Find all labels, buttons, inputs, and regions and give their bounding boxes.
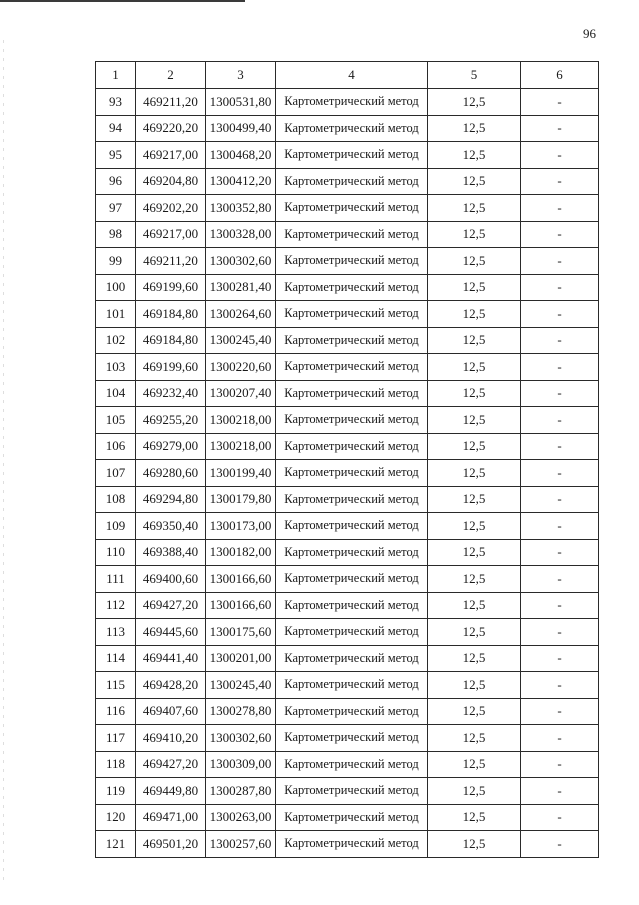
description-cell: - xyxy=(521,195,599,222)
x-coordinate-cell: 469350,40 xyxy=(136,513,206,540)
description-cell: - xyxy=(521,142,599,169)
point-number-cell: 100 xyxy=(96,274,136,301)
method-cell: Картометрический метод xyxy=(276,115,428,142)
table-row xyxy=(96,778,599,805)
accuracy-cell: 12,5 xyxy=(428,592,521,619)
accuracy-cell: 12,5 xyxy=(428,89,521,116)
accuracy-cell: 12,5 xyxy=(428,433,521,460)
point-number-cell: 106 xyxy=(96,433,136,460)
table-body xyxy=(96,89,599,858)
method-cell: Картометрический метод xyxy=(276,645,428,672)
y-coordinate-cell: 1300309,00 xyxy=(206,751,276,778)
accuracy-cell: 12,5 xyxy=(428,513,521,540)
accuracy-cell: 12,5 xyxy=(428,619,521,646)
description-cell: - xyxy=(521,168,599,195)
x-coordinate-cell: 469407,60 xyxy=(136,698,206,725)
table-row xyxy=(96,195,599,222)
point-number-cell: 118 xyxy=(96,751,136,778)
accuracy-cell: 12,5 xyxy=(428,221,521,248)
y-coordinate-cell: 1300257,60 xyxy=(206,831,276,858)
x-coordinate-cell: 469445,60 xyxy=(136,619,206,646)
method-cell: Картометрический метод xyxy=(276,698,428,725)
y-coordinate-cell: 1300179,80 xyxy=(206,486,276,513)
table-row xyxy=(96,725,599,752)
y-coordinate-cell: 1300245,40 xyxy=(206,672,276,699)
x-coordinate-cell: 469428,20 xyxy=(136,672,206,699)
table-row xyxy=(96,89,599,116)
table-row xyxy=(96,486,599,513)
accuracy-cell: 12,5 xyxy=(428,327,521,354)
x-coordinate-cell: 469184,80 xyxy=(136,301,206,328)
accuracy-cell: 12,5 xyxy=(428,725,521,752)
accuracy-cell: 12,5 xyxy=(428,115,521,142)
y-coordinate-cell: 1300201,00 xyxy=(206,645,276,672)
x-coordinate-cell: 469449,80 xyxy=(136,778,206,805)
y-coordinate-cell: 1300175,60 xyxy=(206,619,276,646)
point-number-cell: 111 xyxy=(96,566,136,593)
description-cell: - xyxy=(521,115,599,142)
y-coordinate-cell: 1300245,40 xyxy=(206,327,276,354)
description-cell: - xyxy=(521,619,599,646)
point-number-cell: 113 xyxy=(96,619,136,646)
point-number-cell: 102 xyxy=(96,327,136,354)
x-coordinate-cell: 469427,20 xyxy=(136,751,206,778)
x-coordinate-cell: 469501,20 xyxy=(136,831,206,858)
point-number-cell: 121 xyxy=(96,831,136,858)
x-coordinate-cell: 469427,20 xyxy=(136,592,206,619)
table-row xyxy=(96,221,599,248)
description-cell: - xyxy=(521,592,599,619)
method-cell: Картометрический метод xyxy=(276,619,428,646)
table-row xyxy=(96,274,599,301)
x-coordinate-cell: 469279,00 xyxy=(136,433,206,460)
table-row xyxy=(96,804,599,831)
description-cell: - xyxy=(521,804,599,831)
method-cell: Картометрический метод xyxy=(276,804,428,831)
method-cell: Картометрический метод xyxy=(276,725,428,752)
table-row xyxy=(96,592,599,619)
column-header-3: 3 xyxy=(206,62,276,89)
point-number-cell: 95 xyxy=(96,142,136,169)
table-row xyxy=(96,831,599,858)
method-cell: Картометрический метод xyxy=(276,539,428,566)
coordinates-table xyxy=(95,61,599,858)
method-cell: Картометрический метод xyxy=(276,327,428,354)
table-row xyxy=(96,168,599,195)
point-number-cell: 114 xyxy=(96,645,136,672)
y-coordinate-cell: 1300207,40 xyxy=(206,380,276,407)
y-coordinate-cell: 1300352,80 xyxy=(206,195,276,222)
accuracy-cell: 12,5 xyxy=(428,142,521,169)
accuracy-cell: 12,5 xyxy=(428,566,521,593)
x-coordinate-cell: 469211,20 xyxy=(136,248,206,275)
description-cell: - xyxy=(521,672,599,699)
y-coordinate-cell: 1300302,60 xyxy=(206,725,276,752)
point-number-cell: 115 xyxy=(96,672,136,699)
method-cell: Картометрический метод xyxy=(276,301,428,328)
y-coordinate-cell: 1300173,00 xyxy=(206,513,276,540)
method-cell: Картометрический метод xyxy=(276,486,428,513)
table-row xyxy=(96,301,599,328)
scan-top-border-line xyxy=(0,0,245,2)
x-coordinate-cell: 469471,00 xyxy=(136,804,206,831)
point-number-cell: 112 xyxy=(96,592,136,619)
accuracy-cell: 12,5 xyxy=(428,301,521,328)
point-number-cell: 101 xyxy=(96,301,136,328)
method-cell: Картометрический метод xyxy=(276,672,428,699)
point-number-cell: 94 xyxy=(96,115,136,142)
point-number-cell: 109 xyxy=(96,513,136,540)
accuracy-cell: 12,5 xyxy=(428,751,521,778)
x-coordinate-cell: 469280,60 xyxy=(136,460,206,487)
point-number-cell: 104 xyxy=(96,380,136,407)
x-coordinate-cell: 469400,60 xyxy=(136,566,206,593)
description-cell: - xyxy=(521,725,599,752)
point-number-cell: 110 xyxy=(96,539,136,566)
point-number-cell: 105 xyxy=(96,407,136,434)
y-coordinate-cell: 1300281,40 xyxy=(206,274,276,301)
table-row xyxy=(96,115,599,142)
method-cell: Картометрический метод xyxy=(276,221,428,248)
point-number-cell: 98 xyxy=(96,221,136,248)
accuracy-cell: 12,5 xyxy=(428,486,521,513)
point-number-cell: 97 xyxy=(96,195,136,222)
table-row xyxy=(96,698,599,725)
point-number-cell: 116 xyxy=(96,698,136,725)
y-coordinate-cell: 1300278,80 xyxy=(206,698,276,725)
x-coordinate-cell: 469388,40 xyxy=(136,539,206,566)
method-cell: Картометрический метод xyxy=(276,380,428,407)
table-row xyxy=(96,248,599,275)
x-coordinate-cell: 469217,00 xyxy=(136,221,206,248)
y-coordinate-cell: 1300287,80 xyxy=(206,778,276,805)
y-coordinate-cell: 1300499,40 xyxy=(206,115,276,142)
method-cell: Картометрический метод xyxy=(276,354,428,381)
y-coordinate-cell: 1300468,20 xyxy=(206,142,276,169)
y-coordinate-cell: 1300531,80 xyxy=(206,89,276,116)
table-row xyxy=(96,460,599,487)
accuracy-cell: 12,5 xyxy=(428,539,521,566)
description-cell: - xyxy=(521,513,599,540)
y-coordinate-cell: 1300218,00 xyxy=(206,407,276,434)
x-coordinate-cell: 469410,20 xyxy=(136,725,206,752)
description-cell: - xyxy=(521,301,599,328)
x-coordinate-cell: 469232,40 xyxy=(136,380,206,407)
method-cell: Картометрический метод xyxy=(276,831,428,858)
description-cell: - xyxy=(521,89,599,116)
table-row xyxy=(96,513,599,540)
method-cell: Картометрический метод xyxy=(276,407,428,434)
y-coordinate-cell: 1300412,20 xyxy=(206,168,276,195)
point-number-cell: 108 xyxy=(96,486,136,513)
method-cell: Картометрический метод xyxy=(276,778,428,805)
table-header-row xyxy=(96,62,599,89)
accuracy-cell: 12,5 xyxy=(428,354,521,381)
method-cell: Картометрический метод xyxy=(276,89,428,116)
point-number-cell: 119 xyxy=(96,778,136,805)
description-cell: - xyxy=(521,221,599,248)
method-cell: Картометрический метод xyxy=(276,195,428,222)
description-cell: - xyxy=(521,274,599,301)
description-cell: - xyxy=(521,380,599,407)
column-header-1: 1 xyxy=(96,62,136,89)
description-cell: - xyxy=(521,327,599,354)
method-cell: Картометрический метод xyxy=(276,751,428,778)
x-coordinate-cell: 469204,80 xyxy=(136,168,206,195)
y-coordinate-cell: 1300182,00 xyxy=(206,539,276,566)
y-coordinate-cell: 1300302,60 xyxy=(206,248,276,275)
accuracy-cell: 12,5 xyxy=(428,195,521,222)
point-number-cell: 96 xyxy=(96,168,136,195)
y-coordinate-cell: 1300220,60 xyxy=(206,354,276,381)
table-row xyxy=(96,142,599,169)
description-cell: - xyxy=(521,539,599,566)
table-row xyxy=(96,407,599,434)
table-row xyxy=(96,645,599,672)
table-row xyxy=(96,539,599,566)
point-number-cell: 107 xyxy=(96,460,136,487)
y-coordinate-cell: 1300263,00 xyxy=(206,804,276,831)
table-row xyxy=(96,619,599,646)
description-cell: - xyxy=(521,354,599,381)
description-cell: - xyxy=(521,566,599,593)
description-cell: - xyxy=(521,433,599,460)
x-coordinate-cell: 469199,60 xyxy=(136,354,206,381)
x-coordinate-cell: 469199,60 xyxy=(136,274,206,301)
table-row xyxy=(96,327,599,354)
accuracy-cell: 12,5 xyxy=(428,778,521,805)
accuracy-cell: 12,5 xyxy=(428,645,521,672)
x-coordinate-cell: 469217,00 xyxy=(136,142,206,169)
accuracy-cell: 12,5 xyxy=(428,804,521,831)
description-cell: - xyxy=(521,831,599,858)
table-row xyxy=(96,672,599,699)
method-cell: Картометрический метод xyxy=(276,142,428,169)
x-coordinate-cell: 469202,20 xyxy=(136,195,206,222)
description-cell: - xyxy=(521,248,599,275)
page-number: 96 xyxy=(583,26,596,41)
x-coordinate-cell: 469255,20 xyxy=(136,407,206,434)
table-row xyxy=(96,354,599,381)
description-cell: - xyxy=(521,751,599,778)
table-row xyxy=(96,566,599,593)
point-number-cell: 99 xyxy=(96,248,136,275)
table-row xyxy=(96,751,599,778)
y-coordinate-cell: 1300166,60 xyxy=(206,592,276,619)
point-number-cell: 120 xyxy=(96,804,136,831)
method-cell: Картометрический метод xyxy=(276,433,428,460)
table-row xyxy=(96,380,599,407)
x-coordinate-cell: 469184,80 xyxy=(136,327,206,354)
accuracy-cell: 12,5 xyxy=(428,248,521,275)
accuracy-cell: 12,5 xyxy=(428,831,521,858)
description-cell: - xyxy=(521,645,599,672)
x-coordinate-cell: 469294,80 xyxy=(136,486,206,513)
column-header-2: 2 xyxy=(136,62,206,89)
y-coordinate-cell: 1300328,00 xyxy=(206,221,276,248)
description-cell: - xyxy=(521,460,599,487)
accuracy-cell: 12,5 xyxy=(428,274,521,301)
accuracy-cell: 12,5 xyxy=(428,407,521,434)
table-row xyxy=(96,433,599,460)
column-header-4: 4 xyxy=(276,62,428,89)
accuracy-cell: 12,5 xyxy=(428,698,521,725)
x-coordinate-cell: 469220,20 xyxy=(136,115,206,142)
y-coordinate-cell: 1300264,60 xyxy=(206,301,276,328)
y-coordinate-cell: 1300199,40 xyxy=(206,460,276,487)
description-cell: - xyxy=(521,778,599,805)
description-cell: - xyxy=(521,486,599,513)
method-cell: Картометрический метод xyxy=(276,460,428,487)
y-coordinate-cell: 1300218,00 xyxy=(206,433,276,460)
method-cell: Картометрический метод xyxy=(276,592,428,619)
column-header-5: 5 xyxy=(428,62,521,89)
x-coordinate-cell: 469211,20 xyxy=(136,89,206,116)
point-number-cell: 103 xyxy=(96,354,136,381)
description-cell: - xyxy=(521,407,599,434)
point-number-cell: 93 xyxy=(96,89,136,116)
x-coordinate-cell: 469441,40 xyxy=(136,645,206,672)
accuracy-cell: 12,5 xyxy=(428,168,521,195)
method-cell: Картометрический метод xyxy=(276,248,428,275)
point-number-cell: 117 xyxy=(96,725,136,752)
method-cell: Картометрический метод xyxy=(276,513,428,540)
column-header-6: 6 xyxy=(521,62,599,89)
accuracy-cell: 12,5 xyxy=(428,380,521,407)
y-coordinate-cell: 1300166,60 xyxy=(206,566,276,593)
method-cell: Картометрический метод xyxy=(276,274,428,301)
accuracy-cell: 12,5 xyxy=(428,460,521,487)
accuracy-cell: 12,5 xyxy=(428,672,521,699)
description-cell: - xyxy=(521,698,599,725)
method-cell: Картометрический метод xyxy=(276,168,428,195)
scan-left-edge-artifact xyxy=(3,40,4,880)
method-cell: Картометрический метод xyxy=(276,566,428,593)
